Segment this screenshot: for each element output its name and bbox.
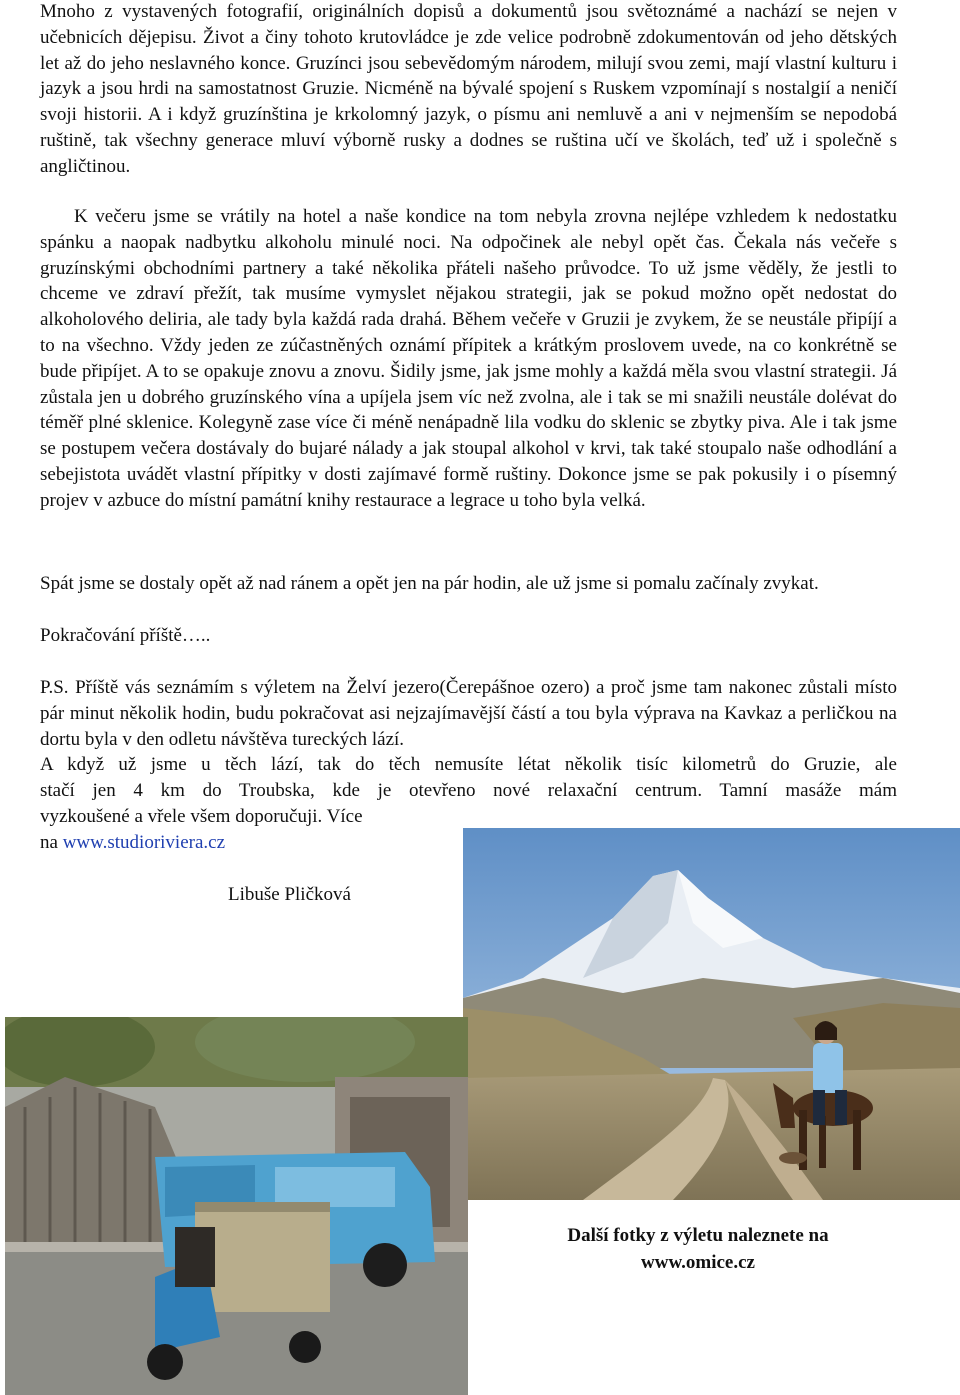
continued-note: Pokračování příště….. (40, 625, 211, 646)
spa-na-text: na (40, 832, 63, 853)
spa-line-1: A když už jsme u těch lází, tak do těch nemusíte létat několik tisíc kilometrů do Gruzie, ale (40, 754, 897, 775)
postscript: P.S. Příště vás seznámím s výletem na Želví jezero(Čerepášnoe ozero) a proč jsme tam nakonec zůstali místo pár minut několik hodin, budu pokračovat asi nejzajímavější částí a tou byla výprava na Kavkaz a perličkou na dortu byla v den odletu návštěva tureckých lází. (40, 677, 897, 750)
mountain-horse-photo (463, 828, 960, 1200)
paragraph-sleep: Spát jsme se dostaly opět až nad ránem a opět jen na pár hodin, ale už jsme si pomalu začínaly zvykat. (40, 573, 819, 594)
paragraph-intro: Mnoho z vystavených fotografií, originálních dopisů a dokumentů jsou světoznámé a nachází se nejen v učebnicích dějepisu. Život a činy tohoto krutovládce je zde velice podrobně zdokumentován od jeho dětských let až do jeho neslavného konce. Gruzínci jsou sebevědomým národem, milují svou zemi, mají vlastní kulturu i jazyk a jsou hrdi na samostatnost Gruzie. Nicméně na bývalé spojení s Ruskem vzpomínají s nostalgií a neničí svoji historii. A i když gruzínština je krkolomný jazyk, o písmu ani nemluvě a ani v nejmenším se nepodobá ruštině, tak všechny generace mluví výborně rusky a dodnes se ruština učí ve školách, teď už i společně s angličtinou. (40, 1, 897, 177)
studioriviera-link[interactable]: www.studioriviera.cz (62, 832, 226, 853)
photo-caption (530, 1222, 866, 1276)
spa-link-line (40, 830, 225, 856)
author-signature: Libuše Pličková (228, 884, 351, 905)
spa-line-3: vyzkoušené a vřele všem doporučuji. Více (40, 806, 363, 827)
van-street-photo (5, 1017, 468, 1395)
spa-line-2: stačí jen 4 km do Troubska, kde je otevřeno nové relaxační centrum. Tamní masáže mám (40, 780, 897, 801)
paragraph-evening: K večeru jsme se vrátily na hotel a naše kondice na tom nebyla zrovna nejlépe vzhledem k nedostatku spánku a naopak nadbytku alkoholu minulé noci. Na odpočinek ale nebyl opět čas. Čekala nás večeře s gruzínskými obchodními partnery a také několika přáteli našeho průvodce. To už jsme věděly, že jestli to chceme ve zdraví přežít, tak musíme vymyslet nějakou strategii, jak se pokud možno opět nedostat do alkoholového deliria, ale tady byla každá rada drahá. Během večeře v Gruzii je zvykem, že se neustále připíjí a to na všechno. Vždy jeden ze zúčastněných oznámí přípitek a krátkým proslovem uvede, na co konkrétně se bude připíjet. A to se opakuje znovu a znovu. Šidily jsme, jak jsme mohly a každá měla svou vlastní strategii. Já zůstala jen u dobrého gruzínského vína a upíjela jsem víc než zvolna, ale i tak se mi snažili neustále dolévat do téměř plné sklenice. Kolegyně zase více či méně nenápadně lila vodku do sklenic se zbytky piva. Ale i tak jsme se postupem večera dostávaly do bujaré nálady a jak stoupal alkohol v krvi, tak také stoupalo naše odhodlání a sebejistota uvádět vlastní přípitky v dosti zajímavé formě ruštiny. Dokonce jsme se pak pokusily i o písemný projev v azbuce do místní památní knihy restaurace a legrace u toho byla velká. (40, 206, 897, 511)
caption-line-1: Další fotky z výletu naleznete na (567, 1225, 829, 1246)
omice-link[interactable]: www.omice.cz (641, 1252, 755, 1273)
